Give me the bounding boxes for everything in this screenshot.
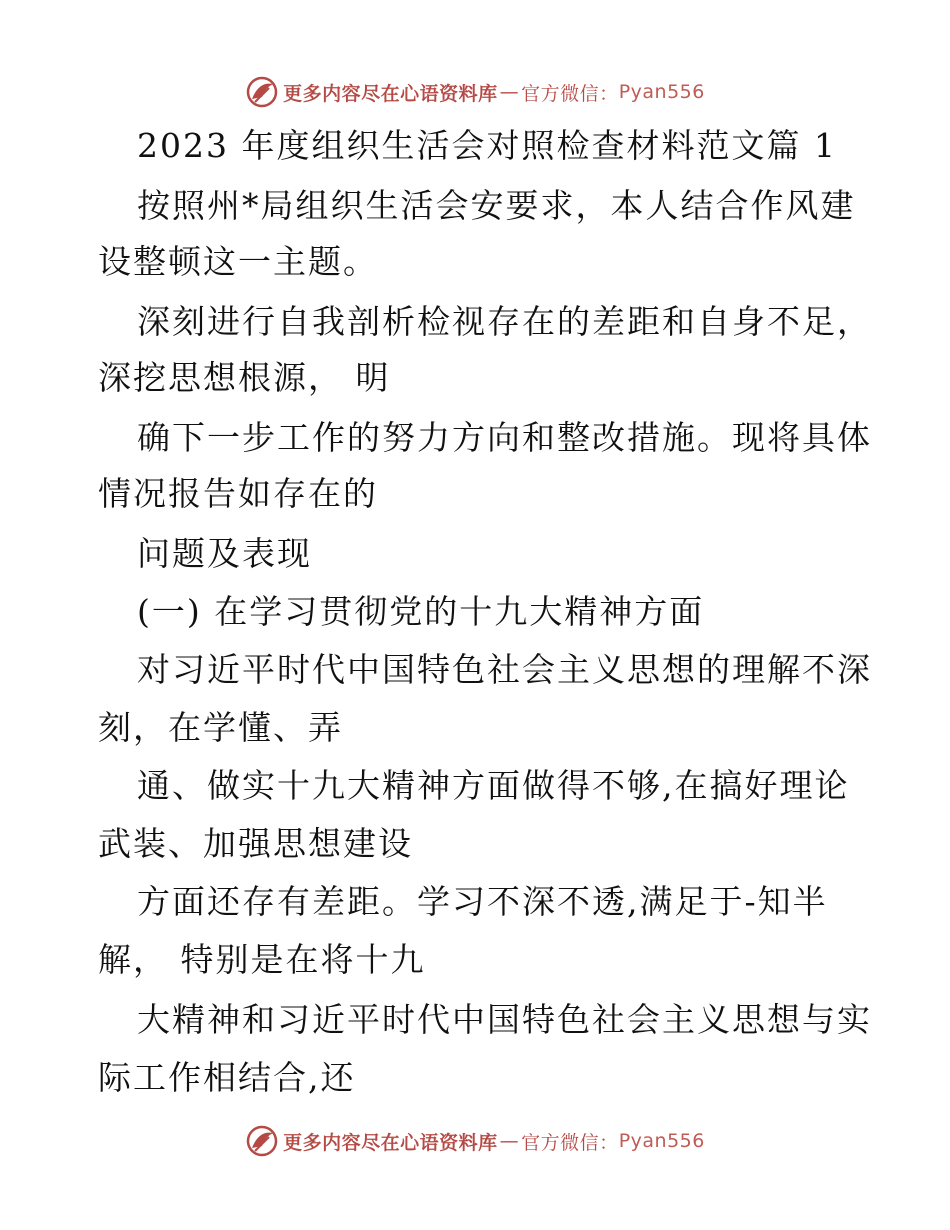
watermark-wechat-id: Pyan556 [618,81,705,103]
watermark-site-text: 更多内容尽在心语资料库 [283,82,498,105]
paragraph-line: 对习近平时代中国特色社会主义思想的理解不深 [137,650,872,689]
paragraph-line: 按照州*局组织生活会安要求，本人结合作风建 [137,186,856,225]
paragraph-line: 深挖思想根源， 明 [98,358,391,397]
watermark-wechat-id: Pyan556 [618,1130,705,1152]
watermark-site-text: 更多内容尽在心语资料库 [283,1131,498,1154]
paragraph-line: 武装、加强思想建设 [98,824,413,863]
paragraph-line: 设整顿这一主题。 [98,242,378,281]
watermark-separator: — [499,81,520,103]
watermark-separator: — [499,1130,520,1152]
subsection-heading: (一) 在学习贯彻党的十九大精神方面 [137,592,705,631]
brand-logo-icon [245,1124,279,1158]
paragraph-line: 方面还存有差距。学习不深不透,满足于-知半 [137,882,828,921]
paragraph-line: 解， 特别是在将十九 [98,940,426,979]
paragraph-line: 刻，在学懂、弄 [98,708,343,747]
document-title: 2023 年度组织生活会对照检查材料范文篇 1 [137,126,837,165]
paragraph-line: 深刻进行自我剖析检视存在的差距和自身不足， [137,302,872,341]
footer-watermark [0,1121,950,1161]
paragraph-line: 通、做实十九大精神方面做得不够,在搞好理论 [137,766,850,805]
watermark-wechat-label: 官方微信： [521,1131,619,1154]
paragraph-line: 情况报告如存在的 [98,474,378,513]
section-heading: 问题及表现 [137,534,312,573]
watermark-wechat-label: 官方微信： [521,82,619,105]
paragraph-line: 大精神和习近平时代中国特色社会主义思想与实 [137,1000,872,1039]
paragraph-line: 确下一步工作的努力方向和整改措施。现将具体 [137,418,872,457]
paragraph-line: 际工作相结合,还 [98,1058,356,1097]
